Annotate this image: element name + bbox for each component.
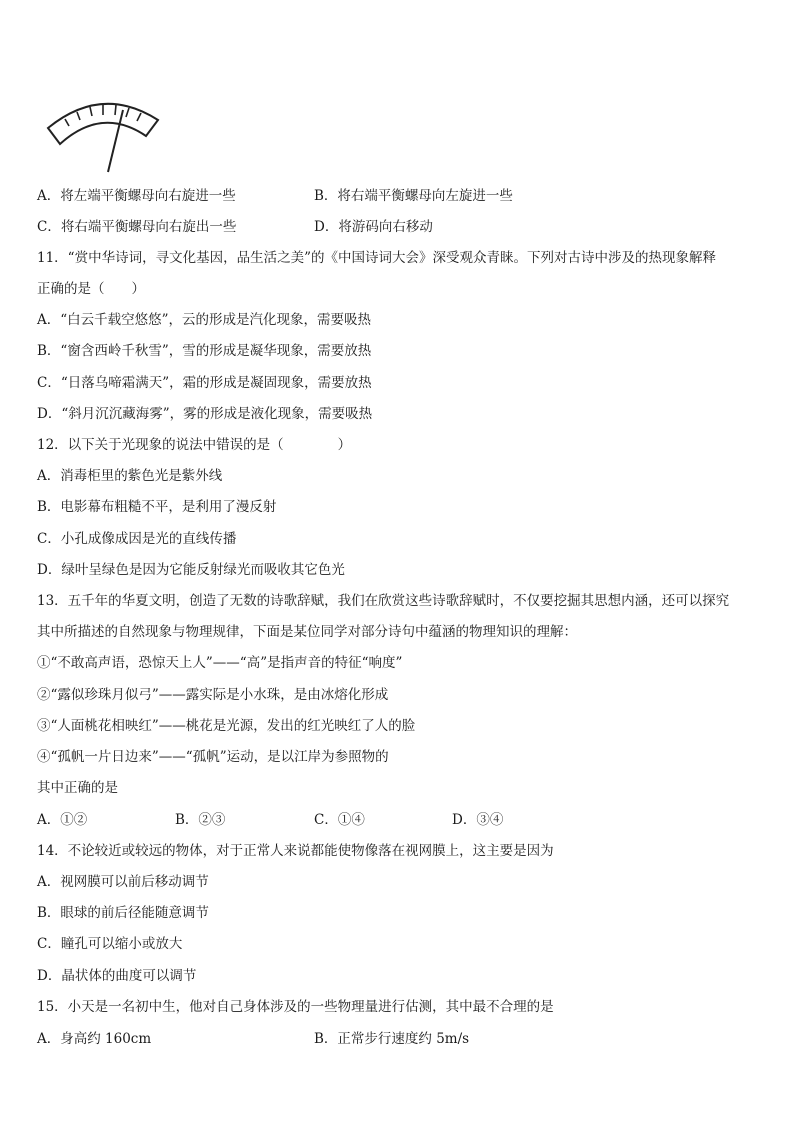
q15-option-b: B．正常步行速度约 5m/s — [314, 1031, 470, 1047]
q11-option-a: A．“白云千载空悠悠”，云的形成是汽化现象，需要吸热 — [37, 312, 372, 328]
q13-item-4: ④“孤帆一片日边来”——“孤帆”运动，是以江岸为参照物的 — [37, 749, 389, 765]
q13-item-2: ②“露似珍珠月似弓”——露实际是小水珠，是由冰熔化形成 — [37, 687, 389, 703]
q14-option-b: B．眼球的前后径能随意调节 — [37, 905, 209, 921]
q13-item-3: ③“人面桃花相映红”——桃花是光源，发出的红光映红了人的脸 — [37, 718, 416, 734]
q13-option-a: A．①② — [37, 812, 88, 828]
q11-option-d: D．“斜月沉沉藏海雾”，雾的形成是液化现象，需要吸热 — [37, 406, 373, 422]
q12-option-d: D．绿叶呈绿色是因为它能反射绿光而吸收其它色光 — [37, 562, 345, 578]
q14-option-a: A．视网膜可以前后移动调节 — [37, 874, 209, 890]
q15-stem: 15．小天是一名初中生，他对自己身体涉及的一些物理量进行估测，其中最不合理的是 — [37, 999, 554, 1015]
q10-option-d: D．将游码向右移动 — [314, 219, 433, 235]
q13-stem-line1: 13．五千年的华夏文明，创造了无数的诗歌辞赋，我们在欣赏这些诗歌辞赋时，不仅要挖掘其思想内涵，还可以探究 — [37, 593, 730, 609]
q13-prompt: 其中正确的是 — [37, 780, 118, 796]
q11-option-b: B．“窗含西岭千秋雪”，雪的形成是凝华现象，需要放热 — [37, 343, 372, 359]
q13-option-d: D．③④ — [452, 812, 504, 828]
q11-stem-line1: 11．“赏中华诗词，寻文化基因，品生活之美”的《中国诗词大会》深受观众青睐。下列对古诗中涉及的热现象解释 — [37, 250, 716, 266]
q14-option-c: C．瞳孔可以缩小或放大 — [37, 936, 183, 952]
q10-option-b: B．将右端平衡螺母向左旋进一些 — [314, 188, 513, 204]
q11-stem-line2: 正确的是（ ） — [37, 281, 145, 297]
q12-option-b: B．电影幕布粗糙不平，是利用了漫反射 — [37, 499, 277, 515]
balance-pointer-dial-figure — [40, 88, 170, 176]
q10-option-c: C．将右端平衡螺母向右旋出一些 — [37, 219, 237, 235]
q14-option-d: D．晶状体的曲度可以调节 — [37, 968, 197, 984]
q13-stem-line2: 其中所描述的自然现象与物理规律，下面是某位同学对部分诗句中蕴涵的物理知识的理解： — [37, 624, 577, 640]
q15-option-a: A．身高约 160cm — [37, 1031, 152, 1047]
q13-option-c: C．①④ — [314, 812, 365, 828]
q10-option-a: A．将左端平衡螺母向右旋进一些 — [37, 188, 236, 204]
q14-stem: 14．不论较近或较远的物体，对于正常人来说都能使物像落在视网膜上，这主要是因为 — [37, 843, 554, 859]
q12-option-a: A．消毒柜里的紫色光是紫外线 — [37, 468, 223, 484]
q12-stem: 12．以下关于光现象的说法中错误的是（ ） — [37, 437, 352, 453]
q11-option-c: C．“日落乌啼霜满天”，霜的形成是凝固现象，需要放热 — [37, 375, 372, 391]
dial-needle — [108, 110, 123, 172]
q12-option-c: C．小孔成像成因是光的直线传播 — [37, 531, 237, 547]
q13-option-b: B．②③ — [175, 812, 226, 828]
q13-item-1: ①“不敢高声语，恐惊天上人”——“高”是指声音的特征“响度” — [37, 655, 403, 671]
